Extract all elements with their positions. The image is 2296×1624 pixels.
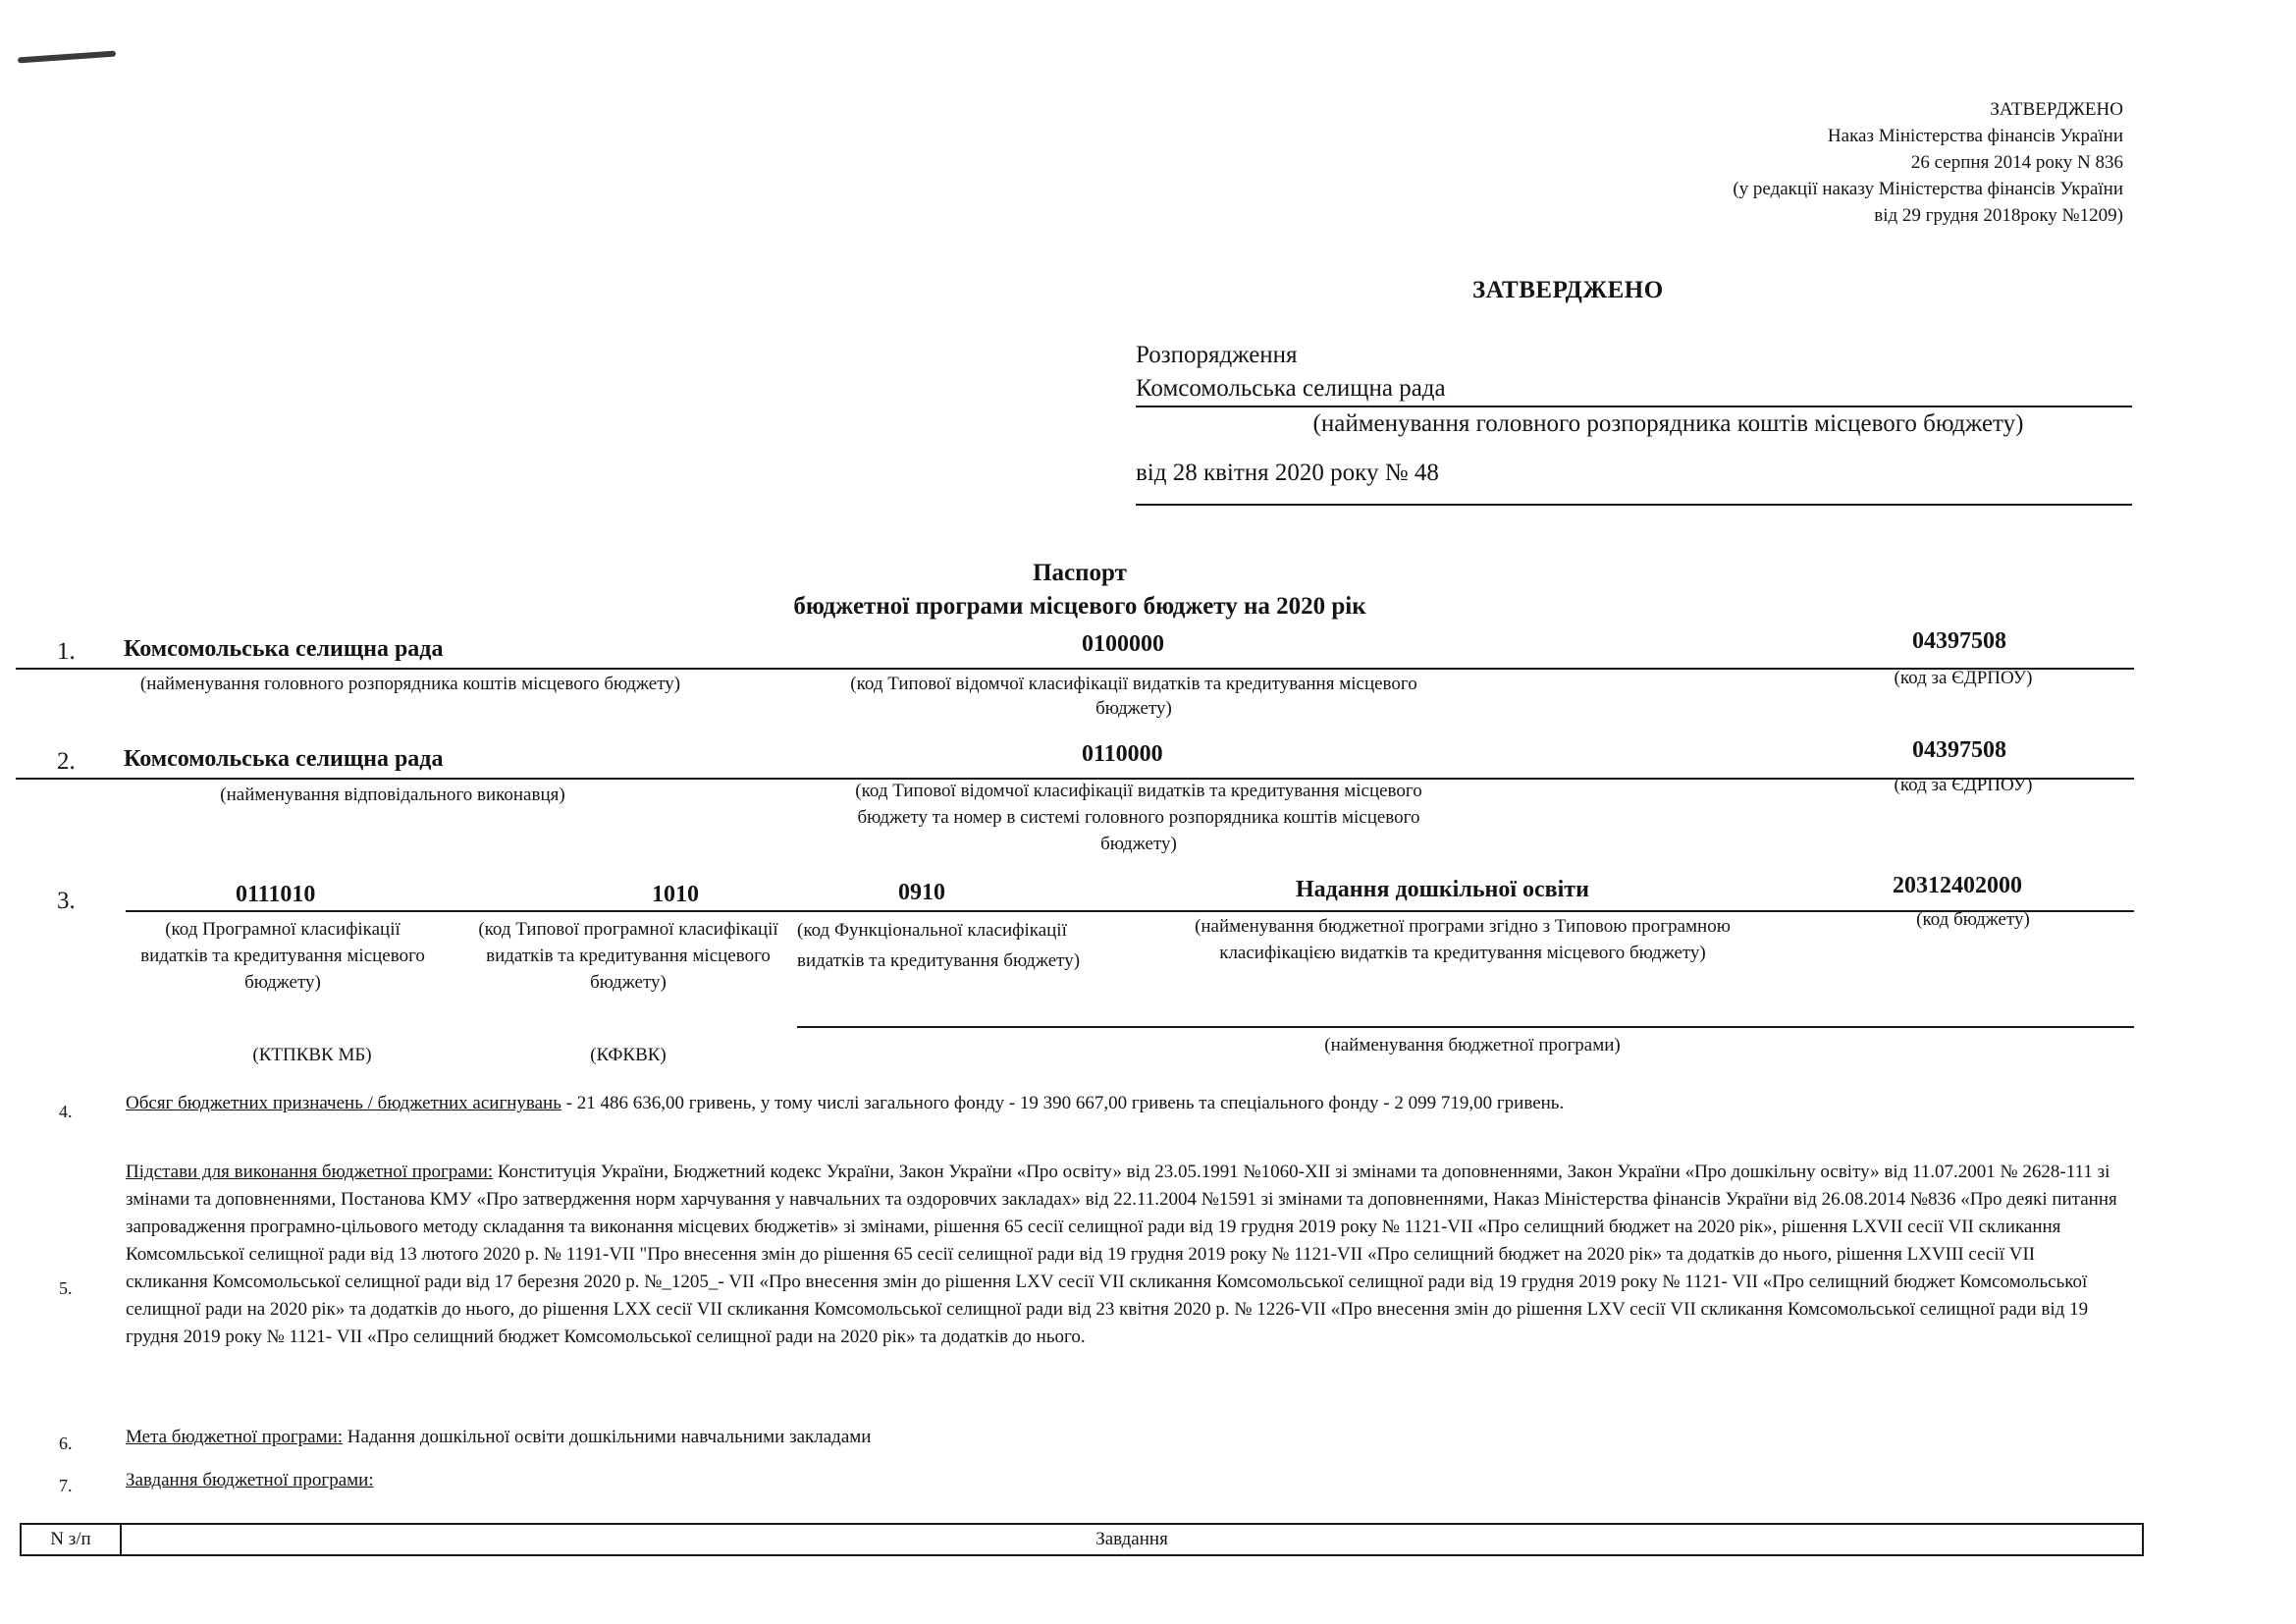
budget-code: 20312402000 bbox=[1893, 873, 2022, 898]
field-caption: (найменування відповідального виконавця) bbox=[220, 785, 565, 805]
approval-stamp-top bbox=[1733, 96, 2123, 229]
document-title bbox=[0, 557, 2160, 623]
field-caption: (КФКВК) bbox=[590, 1045, 667, 1065]
executor-edrpou: 04397508 bbox=[1912, 737, 2006, 763]
divider bbox=[797, 1026, 2134, 1028]
edrpou-code: 04397508 bbox=[1912, 628, 2006, 654]
field-caption: (код за ЄДРПОУ) bbox=[1894, 668, 2033, 688]
order-date: від 28 квітня 2020 року № 48 bbox=[1136, 457, 2132, 506]
field-caption: (код бюджету) bbox=[1916, 909, 2030, 930]
program-goal-label: Мета бюджетної програми: bbox=[126, 1427, 344, 1447]
field-caption: (код Типової програмної класифікації видатків та кредитування місцевого бюджету) bbox=[478, 919, 778, 993]
tpkvk-code: 1010 bbox=[652, 882, 699, 907]
section-number: 6. bbox=[59, 1434, 73, 1453]
ktpkvk-code: 0111010 bbox=[236, 882, 316, 907]
program-tasks-label: Завдання бюджетної програми: bbox=[126, 1470, 374, 1490]
budget-allocation bbox=[126, 1090, 2118, 1117]
order-org-caption: (найменування головного розпорядника коштів місцевого бюджету) bbox=[1312, 410, 2024, 437]
fkvk-code: 0910 bbox=[898, 880, 945, 905]
budget-allocation-text: - 21 486 636,00 гривень, у тому числі загального фонду - 19 390 667,00 гривень та спеціального фонду - 2 099 719,00 гривень. bbox=[561, 1093, 1565, 1113]
field-caption: (код Типової відомчої класифікації видатків та кредитування місцевого бюджету та номер в системі головного розпорядника коштів місцевого бюджету) bbox=[855, 781, 1422, 854]
order-doc-type: Розпорядження bbox=[1136, 342, 1298, 368]
order-block bbox=[1136, 339, 2132, 506]
approval-line: від 29 грудня 2018року №1209) bbox=[1874, 205, 2123, 226]
section-number: 1. bbox=[57, 638, 76, 665]
table-header-task: Завдання bbox=[1095, 1529, 1168, 1549]
section-number: 2. bbox=[57, 748, 76, 775]
field-caption: (КТПКВК МБ) bbox=[252, 1045, 372, 1065]
main-manager-name: Комсомольська селищна рада bbox=[124, 636, 444, 662]
approval-line: Наказ Міністерства фінансів України bbox=[1827, 126, 2123, 146]
scan-mark bbox=[18, 51, 116, 64]
program-basis-text: Конституція України, Бюджетний кодекс України, Закон України «Про освіту» від 23.05.1991 №1060-ХІІ зі змінами та доповненнями, Закон України «Про дошкільну освіту» від 11.07.2001 № 2628-111 зі змінами та доповненнями, Постанова КМУ «Про затвердження норм харчування у навчальних та оздоровчих закладах» від 22.11.2004 №1591 зі змінами та доповненнями, Наказ Міністерства фінансів України від 26.08.2014 №836 «Про деякі питання запровадження програмно-цільового методу складання та виконання місцевих бюджетів» зі змінами, рішення 65 сесії селищної ради від 19 грудня 2019 року № 1121-VII «Про селищний бюджет на 2020 рік», рішення LXVII сесії VII скликання Комсомльської селищної ради від 13 лютого 2020 р. № 1191-VII "Про внесення змін до рішення 65 сесії селищної ради від 19 грудня 2019 року № 1121-VII «Про селищний бюджет на 2020 рік» та додатків до нього, рішення LXVIII сесії VII скликання Комсомольської селищної ради від 17 березня 2020 р. №_1205_- VII «Про внесення змін до рішення LXV сесії VII скликання Комсомольської селищної ради від 19 грудня 2019 року № 1121- VII «Про селищний бюджет Комсомольської селищної ради на 2020 рік» та додатків до нього, до рішення LXX сесії VII скликання Комсомольської селищної ради від 23 квітня 2020 р. № 1226-VII «Про внесення змін до рішення LXV сесії VII скликання Комсомольської селищної ради від 19 грудня 2019 року № 1121- VII «Про селищний бюджет Комсомольської селищної ради на 2020 рік» та додатків до нього. bbox=[126, 1162, 2117, 1347]
title-line: Паспорт bbox=[1033, 560, 1127, 586]
program-basis-label: Підстави для виконання бюджетної програми: bbox=[126, 1162, 494, 1182]
field-caption: (код Програмної класифікації видатків та кредитування місцевого бюджету) bbox=[140, 919, 425, 993]
title-line: бюджетної програми місцевого бюджету на 2020 рік bbox=[793, 593, 1366, 620]
tasks-table-header bbox=[20, 1523, 2144, 1556]
section-number: 4. bbox=[59, 1102, 73, 1121]
department-code: 0100000 bbox=[1082, 631, 1164, 657]
field-caption: (код Функціональної класифікації видатків та кредитування бюджету) bbox=[797, 920, 1081, 971]
section-number: 3. bbox=[57, 888, 76, 914]
field-caption: (найменування бюджетної програми) bbox=[1324, 1035, 1621, 1056]
program-tasks bbox=[126, 1467, 2118, 1494]
program-goal-text: Надання дошкільної освіти дошкільними навчальними закладами bbox=[343, 1427, 872, 1447]
field-caption: (код за ЄДРПОУ) bbox=[1894, 775, 2033, 795]
divider bbox=[126, 910, 2134, 912]
program-name: Надання дошкільної освіти bbox=[1296, 877, 1589, 902]
budget-allocation-label: Обсяг бюджетних призначень / бюджетних асигнувань bbox=[126, 1093, 561, 1113]
program-goal bbox=[126, 1424, 2118, 1451]
approval-heading: ЗАТВЕРДЖЕНО bbox=[1472, 277, 1664, 303]
approval-line: ЗАТВЕРДЖЕНО bbox=[1990, 99, 2123, 120]
approval-line: (у редакції наказу Міністерства фінансів України bbox=[1733, 179, 2123, 199]
section-number: 7. bbox=[59, 1476, 73, 1495]
field-caption: (найменування бюджетної програми згідно з Типовою програмною класифікацією видатків та кредитування місцевого бюджету) bbox=[1195, 916, 1731, 963]
order-org-name: Комсомольська селищна рада bbox=[1136, 372, 2132, 407]
field-caption: (код Типової відомчої класифікації видатків та кредитування місцевого бюджету) bbox=[850, 674, 1417, 719]
executor-name: Комсомольська селищна рада bbox=[124, 746, 444, 772]
divider bbox=[16, 668, 2134, 670]
approval-line: 26 серпня 2014 року N 836 bbox=[1910, 152, 2123, 173]
section-number: 5. bbox=[59, 1278, 73, 1298]
table-header-number: N з/п bbox=[22, 1525, 122, 1554]
program-basis bbox=[126, 1159, 2118, 1351]
executor-code: 0110000 bbox=[1082, 741, 1163, 767]
field-caption: (найменування головного розпорядника коштів місцевого бюджету) bbox=[139, 674, 681, 694]
